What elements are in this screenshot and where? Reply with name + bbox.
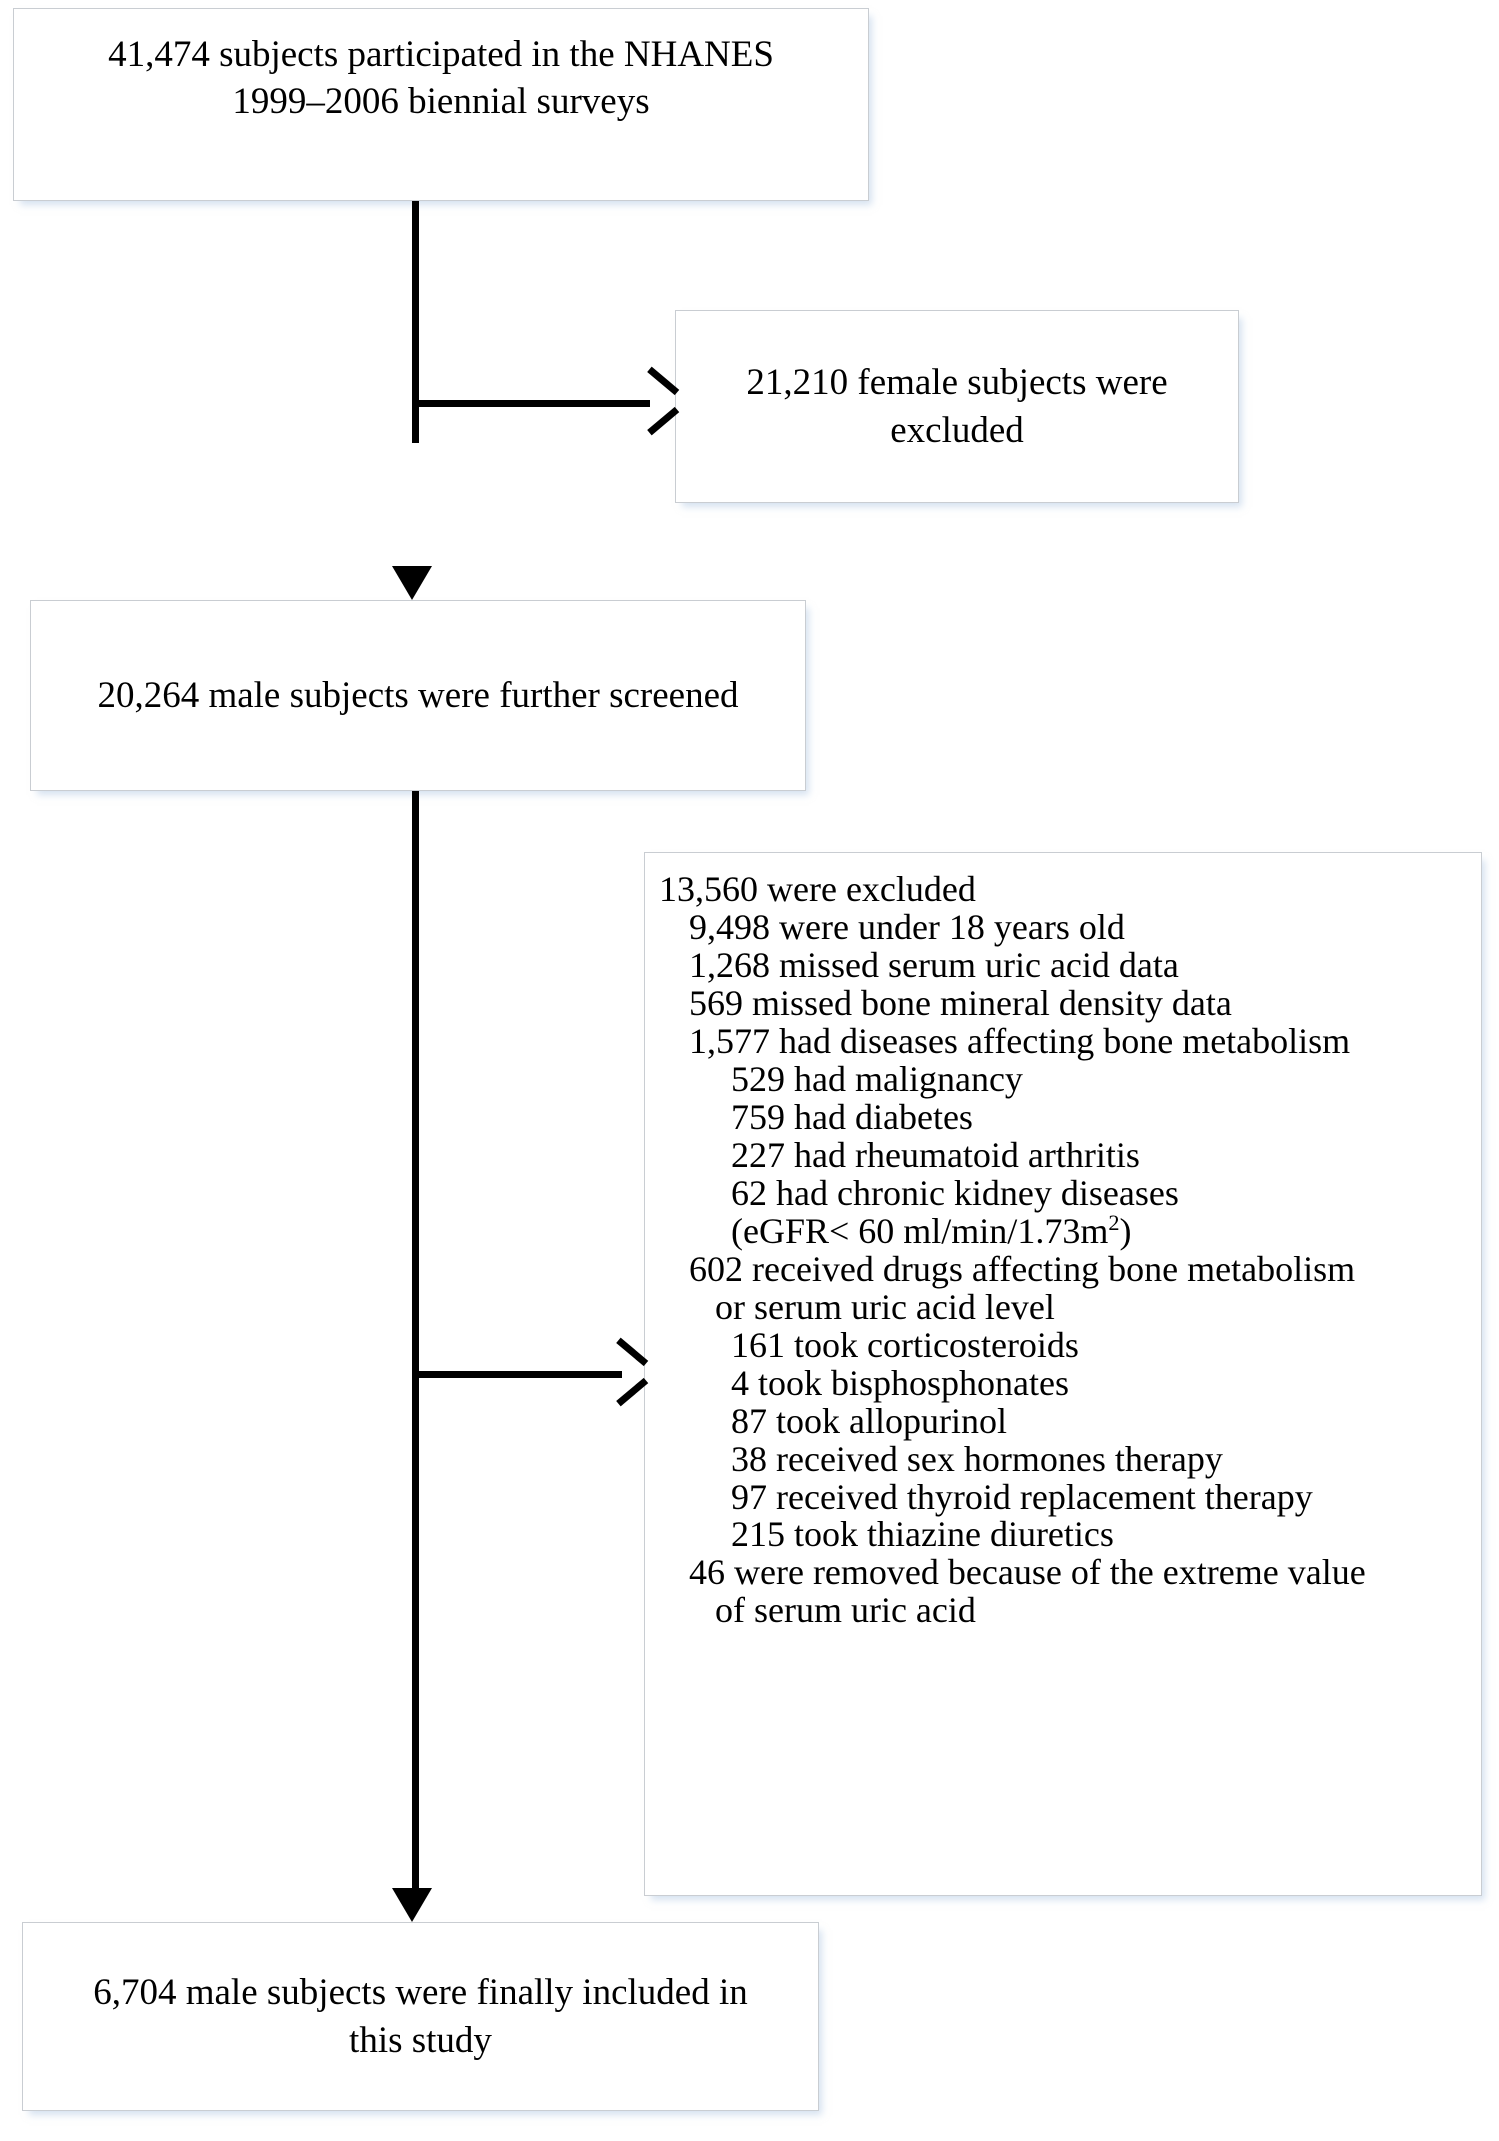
exclusion-line: 569 missed bone mineral density data [689,982,1232,1023]
box-female-excluded [675,310,1239,503]
exclusion-line: 4 took bisphosphonates [731,1362,1069,1403]
box-exclusion-breakdown [644,852,1482,1896]
exclusion-line: of serum uric acid [715,1590,976,1631]
exclusion-line: 13,560 were excluded [659,869,976,909]
arrowhead-right-icon-exclusion [610,1355,644,1389]
exclusion-line: 9,498 were under 18 years old [689,906,1125,947]
box-male-screened-text: 20,264 male subjects were further screened [97,674,739,716]
arrowhead-down-icon-included [392,1888,432,1922]
exclusion-line: 62 had chronic kidney diseases [731,1172,1179,1213]
superscript: 2 [1108,1209,1120,1235]
exclusion-line: 38 received sex hormones therapy [731,1438,1223,1479]
exclusion-line: 46 were removed because of the extreme value [689,1552,1366,1593]
exclusion-line: 602 received drugs affecting bone metabolism [689,1248,1356,1289]
box-final-included-text: 6,704 male subjects were finally included in this study [93,1972,748,2061]
box-total-enrolled [13,8,869,201]
exclusion-line: 87 took allopurinol [731,1400,1007,1441]
exclusion-line: 215 took thiazine diuretics [731,1514,1114,1555]
exclusion-line: or serum uric acid level [715,1286,1055,1327]
box-final-included [22,1922,819,2111]
box-male-screened [30,600,806,791]
exclusion-line: 1,268 missed serum uric acid data [689,944,1179,985]
exclusion-line-list [659,871,1471,1630]
exclusion-line: 759 had diabetes [731,1096,973,1137]
connector-line-to-exclusion-list [412,1371,622,1378]
connector-line-screened-to-included [412,791,419,1901]
exclusion-line: 1,577 had diseases affecting bone metabolism [689,1020,1351,1061]
exclusion-line: 161 took corticosteroids [731,1324,1079,1365]
exclusion-line: 97 received thyroid replacement therapy [731,1476,1313,1517]
arrowhead-down-icon-screened [392,566,432,600]
arrowhead-right-icon-female [641,384,675,418]
exclusion-line: 227 had rheumatoid arthritis [731,1134,1140,1175]
box-total-enrolled-text: 41,474 subjects participated in the NHANES 1999–2006 biennial surveys [108,34,774,123]
box-female-excluded-text: 21,210 female subjects were excluded [746,362,1168,451]
exclusion-line: (eGFR< 60 $ml/\min/1.73m^2$) [731,1209,1132,1251]
connector-line-to-female-excluded [412,400,650,407]
exclusion-line: 529 had malignancy [731,1058,1023,1099]
